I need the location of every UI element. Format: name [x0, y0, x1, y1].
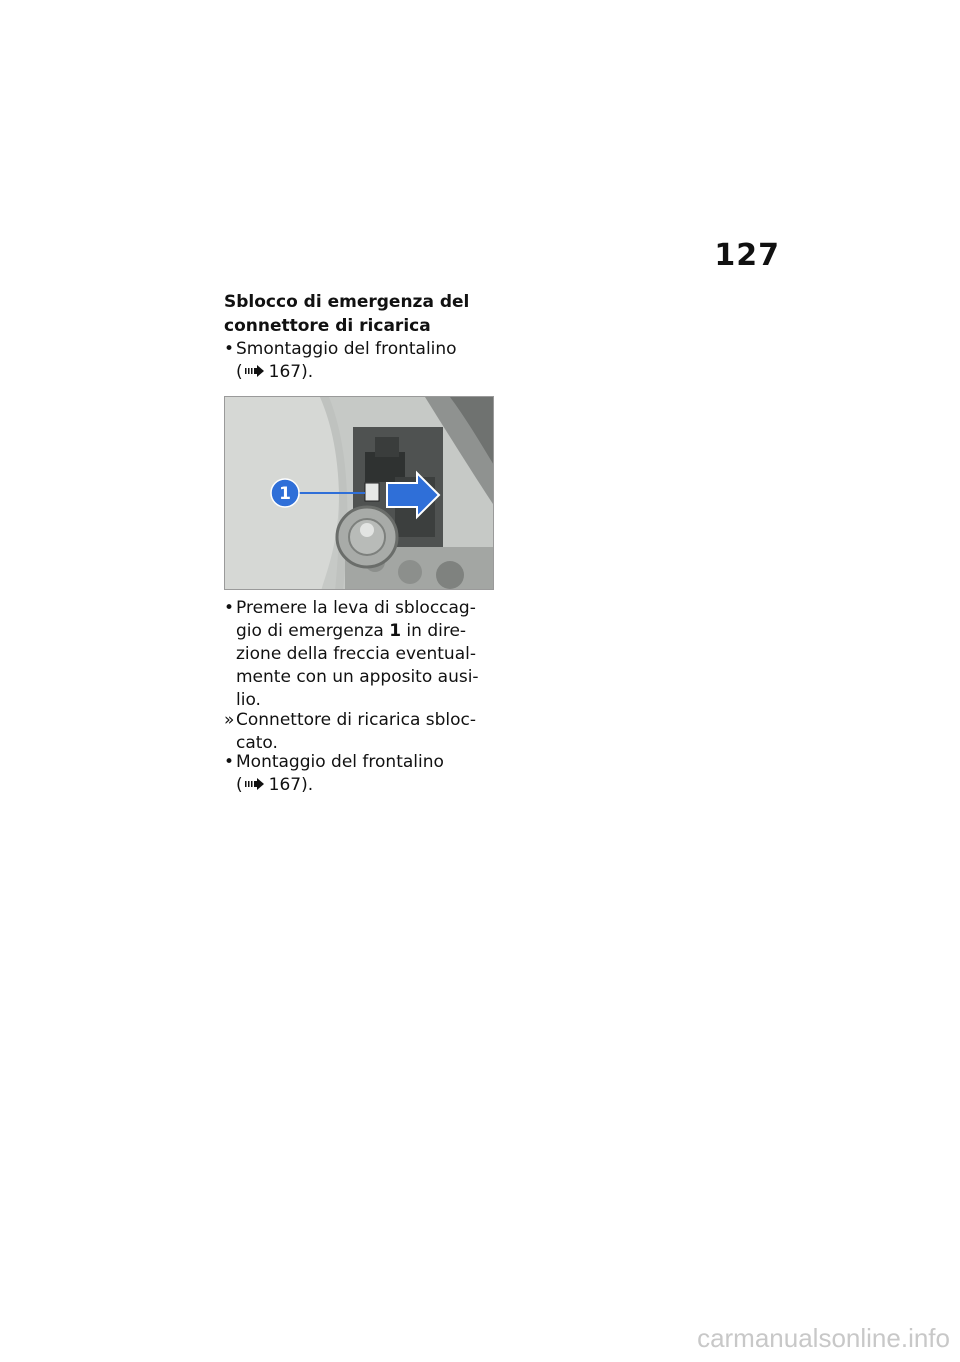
- heading-line-2: connettore di ricarica: [224, 316, 431, 336]
- callout-reference: 1: [389, 621, 402, 641]
- result-marker: »: [224, 710, 235, 730]
- bullet-marker: •: [224, 752, 235, 772]
- step-install-front-panel: [224, 751, 504, 797]
- page-reference-arrow-icon: [245, 365, 265, 377]
- step-text: Smontaggio del frontalino: [236, 339, 457, 359]
- result-connector-unlocked: [224, 709, 504, 755]
- step-text: in dire-: [401, 621, 467, 641]
- step-remove-front-panel: [224, 338, 504, 384]
- result-text-line-2: cato.: [236, 733, 278, 753]
- result-text-line-1: Connettore di ricarica sbloc-: [236, 710, 477, 730]
- page-reference-number: 167).: [268, 775, 314, 795]
- emergency-release-illustration: [225, 397, 494, 590]
- watermark: carmanualsonline.info: [697, 1323, 950, 1353]
- callout-number: 1: [279, 484, 291, 504]
- page-number: 127: [714, 238, 780, 273]
- step-text: gio di emergenza: [236, 621, 390, 641]
- heading-line-1: Sblocco di emergenza del: [224, 292, 470, 312]
- step-text-line-2: [224, 620, 504, 643]
- emergency-release-photo: [224, 396, 494, 590]
- bullet-marker: •: [224, 339, 235, 359]
- step-text-line-5: lio.: [236, 690, 261, 710]
- step-text-line-1: Premere la leva di sbloccag-: [236, 598, 476, 618]
- page-reference[interactable]: ( 167).: [236, 775, 314, 795]
- step-text: Montaggio del frontalino: [236, 752, 444, 772]
- page-reference-arrow-icon: [245, 778, 265, 790]
- step-press-release-lever: [224, 597, 504, 712]
- bullet-marker: •: [224, 598, 235, 618]
- page-reference[interactable]: ( 167).: [236, 362, 314, 382]
- step-text-line-4: mente con un apposito ausi-: [236, 667, 479, 687]
- step-text-line-3: zione della freccia eventual-: [236, 644, 476, 664]
- page-reference-number: 167).: [268, 362, 314, 382]
- section-heading: [224, 290, 504, 338]
